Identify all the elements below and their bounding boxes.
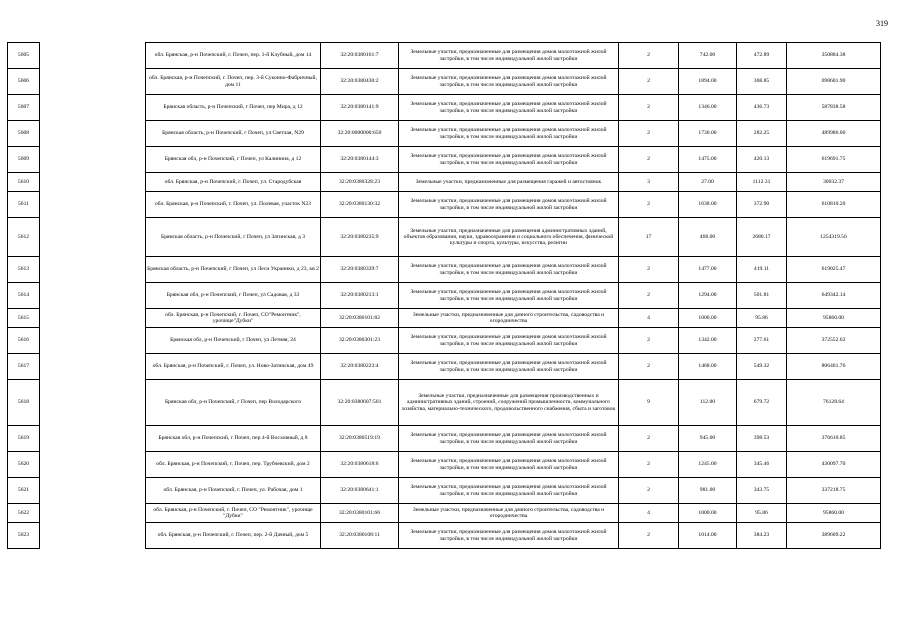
blank-cell [40,504,146,523]
table-row [8,452,881,478]
group-cell: 2 [619,121,679,147]
cadastral-number-cell: 32:20:0380618:6 [321,452,399,478]
rate-cell: 368.85 [737,69,787,95]
land-use-cell: Земельные участки, предназначенные для размещения домов малоэтажной жилой застройки, в том числе индивидуальной жилой застройки [399,478,619,504]
address-cell: Брянская область, р-н Почепский, г Почеп, ул Леси Украинки, д 23, кв 2 [146,257,321,283]
cadastral-number-cell: 32:20:0380519:19 [321,426,399,452]
rate-cell: 398.53 [737,426,787,452]
land-use-cell: Земельные участки, предназначенные для размещения домов малоэтажной жилой застройки, в том числе индивидуальной жилой застройки [399,43,619,69]
cadastral-number-cell: 32:20:0380328:23 [321,173,399,192]
land-use-cell: Земельные участки, предназначенные для размещения домов малоэтажной жилой застройки, в том числе индивидуальной жилой застройки [399,121,619,147]
cadastral-value-cell: 372552.62 [787,328,881,354]
address-cell: обл. Брянская, р-н Почепский, г. Почеп, пер. Трубчевский, дом 2 [146,452,321,478]
address-cell: обл. Брянская, р-н Почепский, г. Почеп, пер. 3-й Суконно-Фабричный, дом 11 [146,69,321,95]
rate-cell: 420.13 [737,147,787,173]
cadastral-value-cell: 337218.75 [787,478,881,504]
cadastral-number-cell: 32:20:0380430:2 [321,69,399,95]
cadastral-value-cell: 489986.00 [787,121,881,147]
cadastral-value-cell: 806401.76 [787,354,881,380]
rate-cell: 343.75 [737,478,787,504]
blank-cell [40,354,146,380]
row-number: 5610 [8,173,40,192]
blank-cell [40,147,146,173]
cadastral-number-cell: 32:20:0380161:7 [321,43,399,69]
group-cell: 4 [619,309,679,328]
group-cell: 2 [619,328,679,354]
land-use-cell: Земельные участки, предназначенные для размещения производственных и административных зданий, строений, сооружений промышленности, коммунального хозяйства, материально-технического, продовольственного снабжения, сбыта и заготовок [399,380,619,426]
row-number: 5620 [8,452,40,478]
rate-cell: 282.25 [737,121,787,147]
address-cell: Брянская обл, р-н Почепский, г Почеп, пер Володарского [146,380,321,426]
cadastral-value-cell: 698601.90 [787,69,881,95]
area-cell: 1346.00 [679,95,737,121]
rate-cell: 2680.17 [737,218,787,257]
cadastral-number-cell: 32:20:0380141:9 [321,95,399,121]
group-cell: 2 [619,257,679,283]
group-cell: 9 [619,380,679,426]
table-row [8,69,881,95]
blank-cell [40,121,146,147]
area-cell: 1245.00 [679,452,737,478]
cadastral-value-table [7,42,881,549]
cadastral-value-cell: 430097.70 [787,452,881,478]
land-use-cell: Земельные участки, предназначенные для размещения домов малоэтажной жилой застройки, в том числе индивидуальной жилой застройки [399,426,619,452]
land-use-cell: Земельные участки, предназначенные для размещения домов малоэтажной жилой застройки, в том числе индивидуальной жилой застройки [399,257,619,283]
area-cell: 1638.00 [679,192,737,218]
cadastral-number-cell: 32:20:0380144:3 [321,147,399,173]
cadastral-value-cell: 587838.58 [787,95,881,121]
row-number: 5616 [8,328,40,354]
table-row [8,504,881,523]
address-cell: Брянская обл, р-н Почепский, г Почеп, ул Калинина, д 12 [146,147,321,173]
cadastral-number-cell: 32:20:0380641:1 [321,478,399,504]
area-cell: 1468.00 [679,354,737,380]
land-use-cell: Земельные участки, предназначенные для размещения домов малоэтажной жилой застройки, в том числе индивидуальной жилой застройки [399,354,619,380]
group-cell: 2 [619,69,679,95]
rate-cell: 277.61 [737,328,787,354]
cadastral-value-cell: 95860.00 [787,504,881,523]
table-row [8,43,881,69]
table-row [8,426,881,452]
blank-cell [40,192,146,218]
row-number: 5613 [8,257,40,283]
land-use-cell: Земельные участки, предназначенные для размещения домов малоэтажной жилой застройки, в том числе индивидуальной жилой застройки [399,192,619,218]
area-cell: 27.00 [679,173,737,192]
group-cell: 2 [619,43,679,69]
address-cell: обл. Брянская, р-н Почепский, г. Почеп, СО"Ремонтник", урочище"Дубки" [146,309,321,328]
rate-cell: 95.86 [737,309,787,328]
rate-cell: 436.73 [737,95,787,121]
table-row [8,380,881,426]
address-cell: Брянская обл, р-н Почепский, г Почеп, пер 4-й Восховный, д 8 [146,426,321,452]
area-cell: 1294.00 [679,283,737,309]
table-row [8,218,881,257]
row-number: 5623 [8,523,40,549]
cadastral-number-cell: 32:20:0380607:501 [321,380,399,426]
table-row [8,147,881,173]
blank-cell [40,426,146,452]
group-cell: 2 [619,147,679,173]
rate-cell: 419.11 [737,257,787,283]
rate-cell: 384.23 [737,523,787,549]
land-use-cell: Земельные участки, предназначенные для размещения домов малоэтажной жилой застройки, в том числе индивидуальной жилой застройки [399,95,619,121]
area-cell: 1000.00 [679,504,737,523]
cadastral-number-cell: 32:20:0380101:66 [321,504,399,523]
table-row [8,173,881,192]
cadastral-number-cell: 32:20:0000000:650 [321,121,399,147]
cadastral-number-cell: 32:20:0380101:82 [321,309,399,328]
land-use-cell: Земельные участки, предназначенные для размещения гаражей и автостоянок [399,173,619,192]
table-row [8,95,881,121]
cadastral-value-cell: 376610.85 [787,426,881,452]
land-use-cell: Земельные участки, предназначенные для размещения домов малоэтажной жилой застройки, в том числе индивидуальной жилой застройки [399,452,619,478]
group-cell: 3 [619,173,679,192]
blank-cell [40,173,146,192]
rate-cell: 549.32 [737,354,787,380]
blank-cell [40,478,146,504]
area-cell: 1000.00 [679,309,737,328]
group-cell: 2 [619,354,679,380]
address-cell: обл. Брянская, р-н Почепский, г. Почеп, ул. Полевая, участок N23 [146,192,321,218]
row-number: 5617 [8,354,40,380]
page-number: 319 [876,19,888,28]
cadastral-number-cell: 32:20:0380130:32 [321,192,399,218]
address-cell: обл. Брянская, р-н Почепский, г. Почеп, СО "Ремонтник", урочище "Дубки" [146,504,321,523]
area-cell: 1736.00 [679,121,737,147]
cadastral-number-cell: 32:20:0380301:23 [321,328,399,354]
address-cell: Брянская область, р-н Почепский, г Почеп, ул Светлая, N29 [146,121,321,147]
row-number: 5618 [8,380,40,426]
blank-cell [40,69,146,95]
area-cell: 468.00 [679,218,737,257]
row-number: 5619 [8,426,40,452]
table-row [8,478,881,504]
table-row [8,257,881,283]
table-row [8,354,881,380]
group-cell: 2 [619,478,679,504]
land-use-cell: Земельные участки, предназначенные для дачного строительства, садоводства и огородничества [399,309,619,328]
cadastral-value-cell: 95860.00 [787,309,881,328]
cadastral-number-cell: 32:20:0380339:7 [321,257,399,283]
group-cell: 2 [619,426,679,452]
table-row [8,283,881,309]
group-cell: 2 [619,283,679,309]
cadastral-number-cell: 32:20:0380108:11 [321,523,399,549]
area-cell: 981.00 [679,478,737,504]
row-number: 5621 [8,478,40,504]
table-row [8,328,881,354]
cadastral-value-cell: 389609.22 [787,523,881,549]
group-cell: 17 [619,218,679,257]
row-number: 5622 [8,504,40,523]
area-cell: 1477.00 [679,257,737,283]
cadastral-value-cell: 1254319.56 [787,218,881,257]
address-cell: обл. Брянская, р-н Почепский, г. Почеп, пер. 1-й Клубный, дом 14 [146,43,321,69]
row-number: 5607 [8,95,40,121]
row-number: 5608 [8,121,40,147]
rate-cell: 501.81 [737,283,787,309]
land-use-cell: Земельные участки, предназначенные для размещения домов малоэтажной жилой застройки, в том числе индивидуальной жилой застройки [399,147,619,173]
land-use-cell: Земельные участки, предназначенные для размещения домов малоэтажной жилой застройки, в том числе индивидуальной жилой застройки [399,523,619,549]
blank-cell [40,452,146,478]
address-cell: Брянская область, р-н Почепский, г Почеп, ул Затинская, д 3 [146,218,321,257]
row-number: 5612 [8,218,40,257]
land-use-cell: Земельные участки, предназначенные для размещения домов малоэтажной жилой застройки, в том числе индивидуальной жилой застройки [399,283,619,309]
group-cell: 2 [619,523,679,549]
cadastral-value-cell: 619691.75 [787,147,881,173]
address-cell: обл. Брянская, р-н Почепский, г. Почеп, пер. 2-й Дачный, дом 5 [146,523,321,549]
cadastral-number-cell: 32:20:0380223:4 [321,354,399,380]
table-row [8,309,881,328]
cadastral-value-cell: 619025.47 [787,257,881,283]
rate-cell: 1112.31 [737,173,787,192]
blank-cell [40,218,146,257]
address-cell: Брянская область, р-н Почепский, г Почеп, пер Мира, д 12 [146,95,321,121]
area-cell: 1014.00 [679,523,737,549]
blank-cell [40,283,146,309]
rate-cell: 679.72 [737,380,787,426]
group-cell: 2 [619,95,679,121]
blank-cell [40,309,146,328]
area-cell: 112.00 [679,380,737,426]
blank-cell [40,328,146,354]
group-cell: 2 [619,452,679,478]
area-cell: 1475.00 [679,147,737,173]
land-use-cell: Земельные участки, предназначенные для дачного строительства, садоводства и огородничества [399,504,619,523]
cadastral-number-cell: 32:20:0380213:1 [321,283,399,309]
rate-cell: 372.90 [737,192,787,218]
address-cell: обл. Брянская, р-н Почепский, г. Почеп, ул. Ново-Затинская, дом 49 [146,354,321,380]
group-cell: 4 [619,504,679,523]
land-use-cell: Земельные участки, предназначенные для размещения домов малоэтажной жилой застройки, в том числе индивидуальной жилой застройки [399,69,619,95]
cadastral-value-cell: 350884.38 [787,43,881,69]
group-cell: 2 [619,192,679,218]
row-number: 5614 [8,283,40,309]
row-number: 5615 [8,309,40,328]
blank-cell [40,43,146,69]
rate-cell: 472.89 [737,43,787,69]
area-cell: 1894.00 [679,69,737,95]
cadastral-value-cell: 76128.64 [787,380,881,426]
area-cell: 945.00 [679,426,737,452]
row-number: 5611 [8,192,40,218]
blank-cell [40,257,146,283]
cadastral-value-cell: 30032.37 [787,173,881,192]
address-cell: Брянская обл, р-н Почепский, г Почеп, ул Летняя, 24 [146,328,321,354]
land-use-cell: Земельные участки, предназначенные для размещения домов малоэтажной жилой застройки, в том числе индивидуальной жилой застройки [399,328,619,354]
table-row [8,523,881,549]
area-cell: 742.00 [679,43,737,69]
row-number: 5605 [8,43,40,69]
rate-cell: 345.46 [737,452,787,478]
blank-cell [40,523,146,549]
address-cell: обл. Брянская, р-н Почепский, г. Почеп, ул. Стародубская [146,173,321,192]
row-number: 5606 [8,69,40,95]
address-cell: Брянская обл, р-н Почепский, г Почеп, ул Садовая, д 33 [146,283,321,309]
row-number: 5609 [8,147,40,173]
cadastral-value-cell: 610810.20 [787,192,881,218]
rate-cell: 95.86 [737,504,787,523]
land-use-cell: Земельные участки, предназначенные для размещения административных зданий, объектов образования, науки, здравоохранения и социального обеспечения, физической культуры и спорта, культуры, искусства, религии [399,218,619,257]
cadastral-value-cell: 649342.14 [787,283,881,309]
table-row [8,121,881,147]
blank-cell [40,380,146,426]
address-cell: обл. Брянская, р-н Почепский, г. Почеп, ул. Рабочая, дом 1 [146,478,321,504]
table-row [8,192,881,218]
area-cell: 1342.00 [679,328,737,354]
blank-cell [40,95,146,121]
cadastral-number-cell: 32:20:0380235:9 [321,218,399,257]
